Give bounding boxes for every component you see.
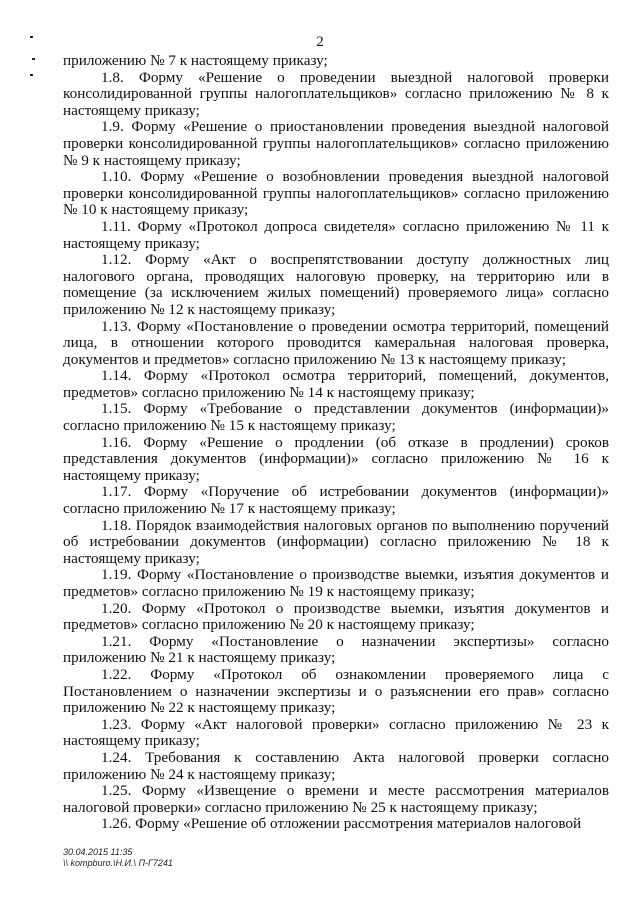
paragraph: 1.19. Форму «Постановление о производстве выемки, изъятия документов и предметов» согласно приложению № 19 к настоящему приказу;: [63, 566, 609, 600]
paragraph: 1.11. Форму «Протокол допроса свидетеля» согласно приложению № 11 к настоящему приказу;: [63, 217, 609, 252]
footer-file-path: \\ kompburo.\Н.И.\ П-Г7241: [63, 858, 173, 868]
paragraph: приложению № 7 к настоящему приказу;: [63, 52, 328, 69]
paragraph: 1.22. Форму «Протокол об ознакомлении проверяемого лица с Постановлением о назначении экспертизы и о разъяснении его прав» согласно приложению № 22 к настоящему приказу;: [63, 665, 609, 717]
margin-mark: [32, 58, 35, 60]
paragraph: 1.12. Форму «Акт о воспрепятствовании доступу должностных лиц налогового органа, проводящих налоговую проверку, на территорию или в помещение (за исключением жилых помещений) проверяемого лица» согласно приложению № 12 к настоящему приказу;: [63, 251, 609, 318]
document-footer: [63, 847, 173, 869]
paragraph: 1.8. Форму «Решение о проведении выездной налоговой проверки консолидированной группы налогоплательщиков» согласно приложению № 8 к настоящему приказу;: [63, 68, 609, 119]
paragraph: 1.16. Форму «Решение о продлении (об отказе в продлении) сроков представления документов (информации)» согласно приложению № 16 к настоящему приказу;: [63, 433, 609, 484]
paragraph: 1.26. Форму «Решение об отложении рассмотрения материалов налоговой: [101, 815, 582, 833]
paragraph: 1.24. Требования к составлению Акта налоговой проверки согласно приложению № 24 к настоящему приказу;: [63, 748, 609, 783]
paragraph: 1.20. Форму «Протокол о производстве выемки, изъятия документов и предметов» согласно приложению № 20 к настоящему приказу;: [63, 599, 609, 634]
paragraph: 1.25. Форму «Извещение о времени и месте рассмотрения материалов налоговой проверки» согласно приложению № 25 к настоящему приказу;: [63, 782, 609, 816]
paragraph: 1.18. Порядок взаимодействия налоговых органов по выполнению поручений об истребовании документов (информации) согласно приложению № 18 к настоящему приказу;: [63, 516, 609, 567]
document-body: [63, 53, 609, 833]
paragraph: 1.15. Форму «Требование о представлении документов (информации)» согласно приложению № 15 к настоящему приказу;: [63, 400, 609, 435]
margin-mark: [30, 74, 33, 76]
paragraph: 1.10. Форму «Решение о возобновлении проведения выездной налоговой проверки консолидированной группы налогоплательщиков» согласно приложению № 10 к настоящему приказу;: [63, 168, 609, 219]
paragraph: 1.14. Форму «Протокол осмотра территорий, помещений, документов, предметов» согласно приложению № 14 к настоящему приказу;: [63, 367, 609, 401]
footer-timestamp: 30.04.2015 11:35: [63, 847, 133, 857]
paragraph: 1.23. Форму «Акт налоговой проверки» согласно приложению № 23 к настоящему приказу;: [63, 715, 609, 750]
page-number: 2: [316, 34, 324, 50]
paragraph: 1.13. Форму «Постановление о проведении осмотра территорий, помещений лица, в отношении которого проводится камеральная налоговая проверка, документов и предметов» согласно приложению № 13 к настоящему приказу;: [63, 317, 609, 368]
paragraph: 1.21. Форму «Постановление о назначении экспертизы» согласно приложению № 21 к настоящему приказу;: [63, 632, 609, 667]
paragraph: 1.9. Форму «Решение о приостановлении проведения выездной налоговой проверки консолидированной группы налогоплательщиков» согласно приложению № 9 к настоящему приказу;: [63, 118, 609, 169]
paragraph: 1.17. Форму «Поручение об истребовании документов (информации)» согласно приложению № 17 к настоящему приказу;: [63, 483, 609, 518]
